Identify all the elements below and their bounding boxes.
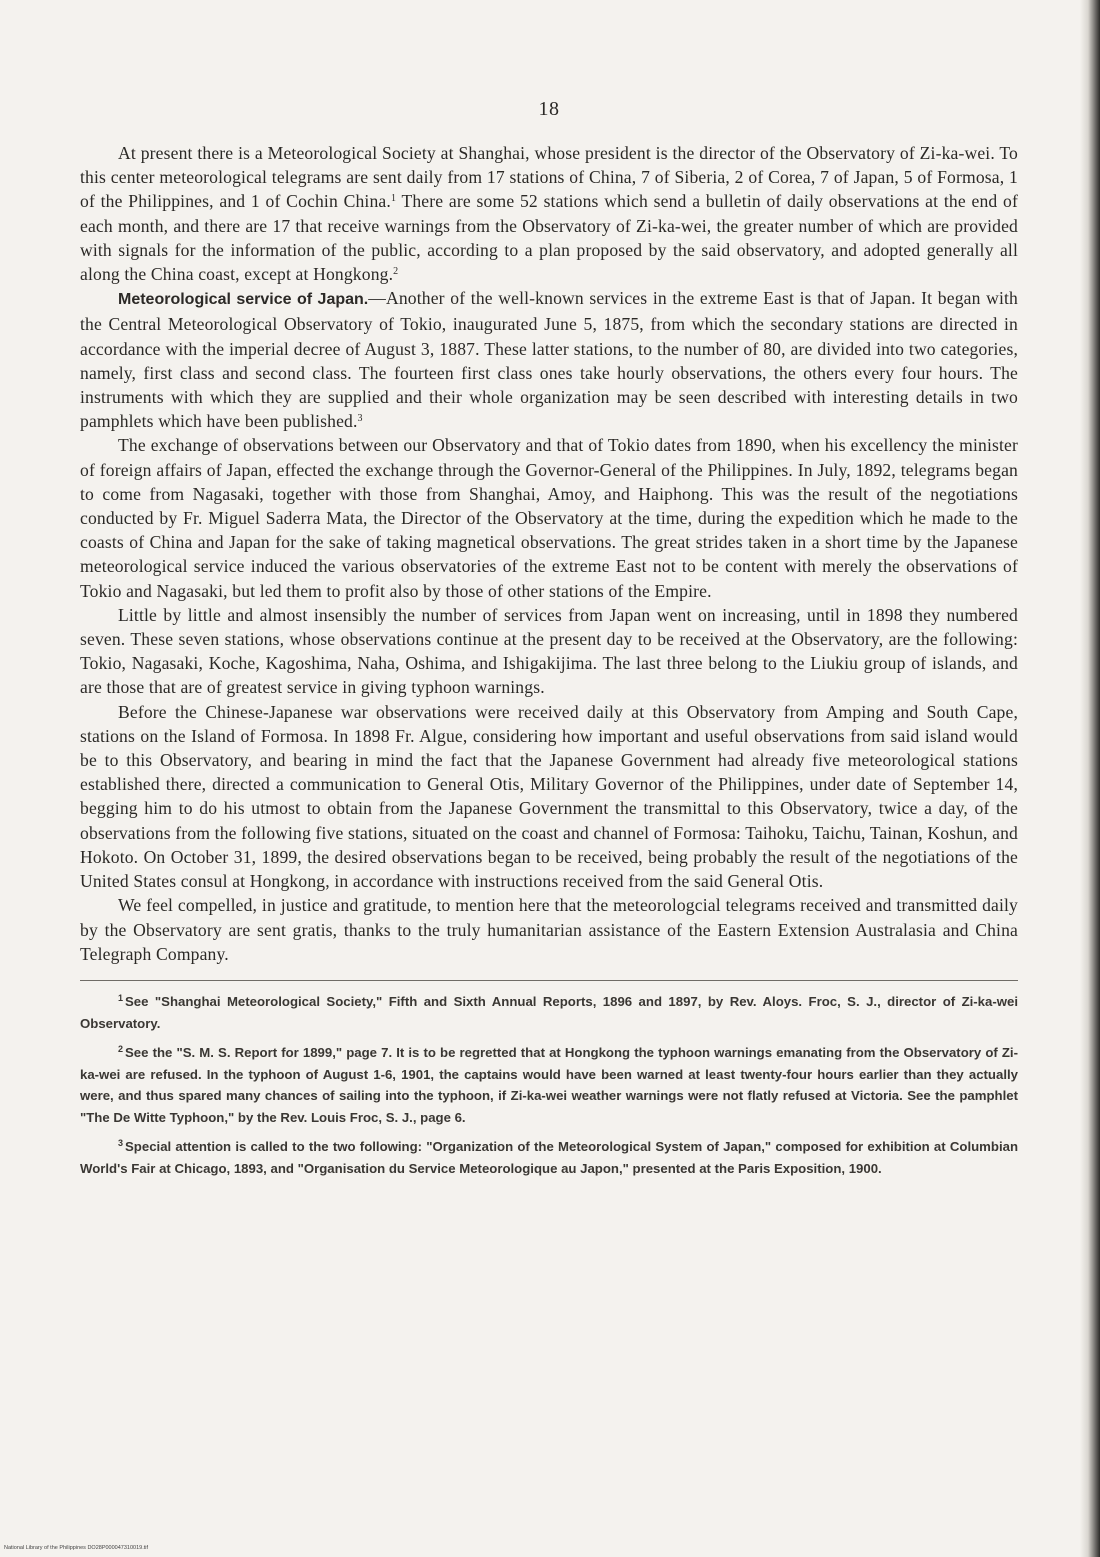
- paragraph-text: The exchange of observations between our Observatory and that of Tokio dates from 1890, when his excellency the minister of foreign affairs of Japan, effected the exchange through the Governor-General of the Philippines. In July, 1892, telegrams began to come from Nagasaki, together with those from Shanghai, Amoy, and Haiphong. This was the result of the negotiations conducted by Fr. Miguel Saderra Mata, the Director of the Observatory at the time, during the expedition which he made to the coasts of China and Japan for the sake of taking magnetical observations. The great strides taken in a short time by the Japanese meteorological service induced the various observatories of the extreme East not to be content with merely the observations of Tokio and Nagasaki, but led them to profit also by those of other stations of the Empire.: [80, 435, 1018, 601]
- footnote-divider: [80, 980, 1018, 981]
- footnote-reference: 1: [390, 193, 397, 205]
- footnote-mark: 2: [118, 1044, 124, 1055]
- paragraph-text: We feel compelled, in justice and gratitude, to mention here that the meteorologcial telegrams received and transmitted daily by the Observatory are sent gratis, thanks to the truly humanitarian assistance of the Eastern Extension Australasia and China Telegraph Company.: [80, 895, 1018, 964]
- footnote-text: See "Shanghai Meteorological Society," Fifth and Sixth Annual Reports, 1896 and 1897, by Rev. Aloys. Froc, S. J., director of Zi-ka-wei Observatory.: [80, 993, 1018, 1031]
- footnote-text: Special attention is called to the two following: "Organization of the Meteorological System of Japan," composed for exhibition at Columbian World's Fair at Chicago, 1893, and "Organisation du Service Meteorologique au Japon," presented at the Paris Exposition, 1900.: [80, 1139, 1018, 1177]
- paragraph-text: —Another of the well-known services in the extreme East is that of Japan. It began with the Central Meteorological Observatory of Tokio, inaugurated June 5, 1875, from which the secondary stations are directed in accordance with the imperial decree of August 3, 1887. These latter stations, to the number of 80, are divided into two categories, namely, first class and second class. The fourteen first class ones take hourly observations, the others every four hours. The instruments with which they are supplied and their whole organization may be seen described with interesting details in two pamphlets which have been published.: [80, 288, 1018, 432]
- footnote: [80, 991, 1018, 1034]
- body-text: [80, 141, 1018, 966]
- paragraph-text: Little by little and almost insensibly the number of services from Japan went on increasing, until in 1898 they numbered seven. These seven stations, whose observations continue at the present day to be received at the Observatory, are the following: Tokio, Nagasaki, Koche, Kagoshima, Naha, Oshima, and Ishigakijima. The last three belong to the Liukiu group of islands, and are those that are of greatest service in giving typhoon warnings.: [80, 604, 1018, 698]
- footnotes: [80, 991, 1018, 1180]
- paragraph-text: Before the Chinese-Japanese war observations were received daily at this Observatory from Amping and South Cape, stations on the Island of Formosa. In 1898 Fr. Algue, considering how important and useful observations from said island would be to this Observatory, and bearing in mind the fact that the Japanese Government had already five meteorological stations established there, directed a communication to General Otis, Military Governor of the Philippines, under date of September 14, begging him to do his utmost to obtain from the Japanese Government the transmittal to this Observatory, twice a day, of the observations from the following five stations, situated on the coast and channel of Formosa: Taihoku, Taichu, Tainan, Koshun, and Hokoto. On October 31, 1899, the desired observations began to be received, being probably the result of the negotiations of the United States consul at Hongkong, in accordance with instructions received from the said General Otis.: [80, 701, 1018, 892]
- paragraph: [80, 893, 1018, 966]
- footnote-mark: 1: [118, 992, 124, 1003]
- footnote: [80, 1136, 1018, 1179]
- page-content: [80, 98, 1018, 1188]
- footnote-mark: 3: [118, 1138, 124, 1149]
- paragraph: [80, 603, 1018, 700]
- footnote-text: See the "S. M. S. Report for 1899," page 7. It is to be regretted that at Hongkong the typhoon warnings emanating from the Observatory of Zi-ka-wei are refused. In the typhoon of August 1-6, 1901, the captains would have been warned at least twenty-four hours earlier than they actually were, and thus spared many chances of sailing into the typhoon, if Zi-ka-wei weather warnings were not flatly refused at Victoria. See the pamphlet "The De Witte Typhoon," by the Rev. Louis Froc, S. J., page 6.: [80, 1045, 1018, 1125]
- library-stamp: National Library of the Philippines DO28P000047310019.tif: [4, 1545, 149, 1551]
- paragraph: [80, 433, 1018, 602]
- paragraph-text: At present there is a Meteorological Society at Shanghai, whose president is the director of the Observatory of Zi-ka-wei. To this center meteorological telegrams are sent daily from 17 stations of China, 7 of Siberia, 2 of Corea, 7 of Japan, 5 of Formosa, 1 of the Philippines, and 1 of Cochin China.: [80, 143, 1018, 212]
- paragraph-text: There are some 52 stations which send a bulletin of daily observations at the end of each month, and there are 17 that receive warnings from the Observatory of Zi-ka-wei, the greater number of which are provided with signals for the information of the public, according to a plan proposed by the said observatory, and adopted generally all along the China coast, except at Hongkong.: [80, 191, 1019, 285]
- paragraph: [80, 141, 1018, 286]
- section-lead-in: Meteorological service of Japan.: [118, 291, 369, 309]
- paragraph: [80, 700, 1018, 894]
- footnote: [80, 1042, 1018, 1128]
- footnote-reference: 3: [357, 413, 363, 425]
- page-number: 18: [538, 98, 560, 120]
- paragraph: [80, 286, 1018, 433]
- footnote-reference: 2: [393, 266, 399, 278]
- scan-edge-shadow: [1080, 0, 1100, 1557]
